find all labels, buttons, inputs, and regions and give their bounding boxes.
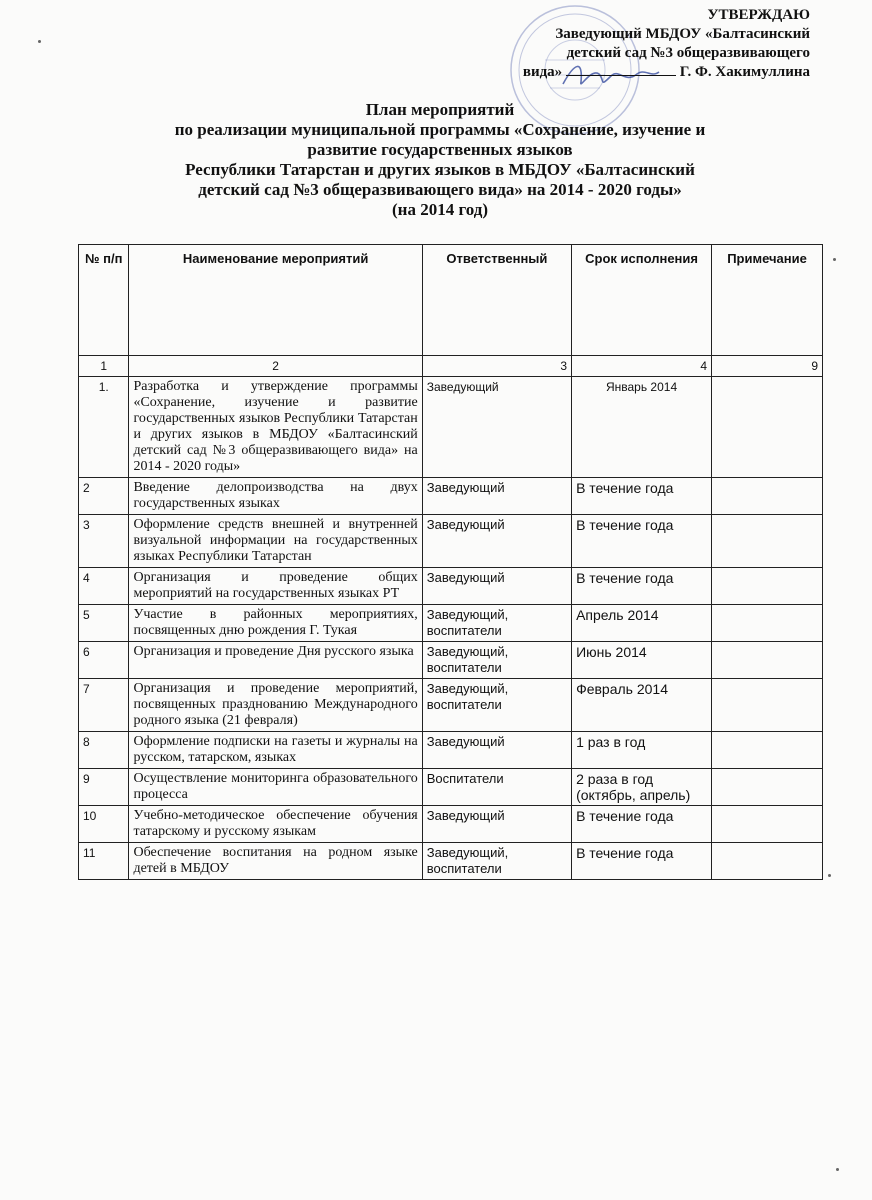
row-note	[712, 478, 823, 515]
scan-speck	[828, 874, 831, 877]
row-deadline: 2 раза в год (октябрь, апрель)	[572, 769, 712, 806]
approval-org-suffix: вида»	[522, 64, 563, 80]
approval-heading: УТВЕРЖДАЮ	[707, 7, 810, 23]
row-deadline: В течение года	[572, 515, 712, 568]
table-row	[79, 515, 823, 568]
row-responsible: Заведующий, воспитатели	[422, 843, 571, 880]
table-row	[79, 769, 823, 806]
column-number: 2	[129, 356, 422, 377]
header-responsible: Ответственный	[422, 245, 571, 356]
row-deadline: 1 раз в год	[572, 732, 712, 769]
approval-block	[490, 6, 810, 82]
row-number: 3	[79, 515, 129, 568]
header-number: № п/п	[79, 245, 129, 356]
row-responsible: Заведующий	[422, 806, 571, 843]
row-event-name: Учебно-методическое обеспечение обучения татарскому и русскому языкам	[129, 806, 422, 843]
approval-signature-line	[490, 63, 810, 82]
row-event-name: Введение делопроизводства на двух государственных языках	[129, 478, 422, 515]
row-event-name: Организация и проведение общих мероприятий на государственных языках РТ	[129, 568, 422, 605]
events-plan-table	[78, 244, 823, 880]
row-responsible: Заведующий	[422, 377, 571, 478]
table-row	[79, 377, 823, 478]
row-deadline: Февраль 2014	[572, 679, 712, 732]
table-row	[79, 642, 823, 679]
title-line-1: План мероприятий	[365, 100, 515, 119]
row-deadline: Январь 2014	[572, 377, 712, 478]
row-note	[712, 769, 823, 806]
row-event-name: Обеспечение воспитания на родном языке детей в МБДОУ	[129, 843, 422, 880]
row-event-name: Осуществление мониторинга образовательного процесса	[129, 769, 422, 806]
row-number: 10	[79, 806, 129, 843]
document-title	[70, 100, 810, 220]
approval-organization: детский сад №3 общеразвивающего	[566, 45, 810, 61]
row-responsible: Заведующий	[422, 515, 571, 568]
header-event-name: Наименование мероприятий	[129, 245, 422, 356]
row-number: 5	[79, 605, 129, 642]
row-note	[712, 679, 823, 732]
header-note: Примечание	[712, 245, 823, 356]
row-responsible: Заведующий	[422, 732, 571, 769]
row-event-name: Участие в районных мероприятиях, посвященных дню рождения Г. Тукая	[129, 605, 422, 642]
row-number: 4	[79, 568, 129, 605]
scan-speck	[38, 40, 41, 43]
table-row	[79, 568, 823, 605]
title-line-2: по реализации муниципальной программы «Сохранение, изучение и	[174, 120, 706, 139]
row-deadline: В течение года	[572, 478, 712, 515]
row-deadline: Апрель 2014	[572, 605, 712, 642]
table-row	[79, 679, 823, 732]
row-number: 2	[79, 478, 129, 515]
column-number: 4	[572, 356, 712, 377]
row-deadline: В течение года	[572, 806, 712, 843]
table-row	[79, 605, 823, 642]
title-line-5: детский сад №3 общеразвивающего вида» на 2014 - 2020 годы»	[198, 180, 682, 199]
row-note	[712, 377, 823, 478]
row-event-name: Организация и проведение мероприятий, посвященных празднованию Международного родного языка (21 февраля)	[129, 679, 422, 732]
row-responsible: Заведующий	[422, 478, 571, 515]
signature-underline	[566, 63, 676, 76]
row-note	[712, 642, 823, 679]
title-line-4: Республики Татарстан и других языков в МБДОУ «Балтасинский	[185, 160, 695, 179]
row-number: 11	[79, 843, 129, 880]
column-number: 9	[712, 356, 823, 377]
row-note	[712, 515, 823, 568]
row-responsible: Заведующий, воспитатели	[422, 605, 571, 642]
row-event-name: Разработка и утверждение программы «Сохранение, изучение и развитие государственных языков Республики Татарстан и других языков в МБДОУ «Балтасинский детский сад №3 общеразвивающего вида» на 2014 - 2020 годы»	[129, 377, 422, 478]
row-note	[712, 568, 823, 605]
column-number-row	[79, 356, 823, 377]
row-note	[712, 806, 823, 843]
row-event-name: Оформление средств внешней и внутренней визуальной информации на государственных языках Республики Татарстан	[129, 515, 422, 568]
row-number: 6	[79, 642, 129, 679]
row-deadline: В течение года	[572, 843, 712, 880]
column-number: 1	[79, 356, 129, 377]
approval-position: Заведующий МБДОУ «Балтасинский	[555, 26, 810, 42]
title-line-3: развитие государственных языков	[307, 140, 573, 159]
header-deadline: Срок исполнения	[572, 245, 712, 356]
scan-speck	[836, 1168, 839, 1171]
title-line-6: (на 2014 год)	[391, 200, 489, 219]
row-responsible: Заведующий	[422, 568, 571, 605]
column-number: 3	[422, 356, 571, 377]
row-number: 1.	[79, 377, 129, 478]
row-number: 9	[79, 769, 129, 806]
table-row	[79, 843, 823, 880]
approver-name: Г. Ф. Хакимуллина	[679, 64, 810, 80]
row-note	[712, 605, 823, 642]
row-deadline: В течение года	[572, 568, 712, 605]
table-row	[79, 806, 823, 843]
row-number: 7	[79, 679, 129, 732]
table-header-row	[79, 245, 823, 356]
row-event-name: Организация и проведение Дня русского языка	[129, 642, 422, 679]
row-number: 8	[79, 732, 129, 769]
scan-speck	[833, 258, 836, 261]
row-event-name: Оформление подписки на газеты и журналы на русском, татарском, языках	[129, 732, 422, 769]
row-note	[712, 732, 823, 769]
row-responsible: Воспитатели	[422, 769, 571, 806]
row-note	[712, 843, 823, 880]
table-row	[79, 732, 823, 769]
row-responsible: Заведующий, воспитатели	[422, 642, 571, 679]
row-deadline: Июнь 2014	[572, 642, 712, 679]
row-responsible: Заведующий, воспитатели	[422, 679, 571, 732]
table-row	[79, 478, 823, 515]
